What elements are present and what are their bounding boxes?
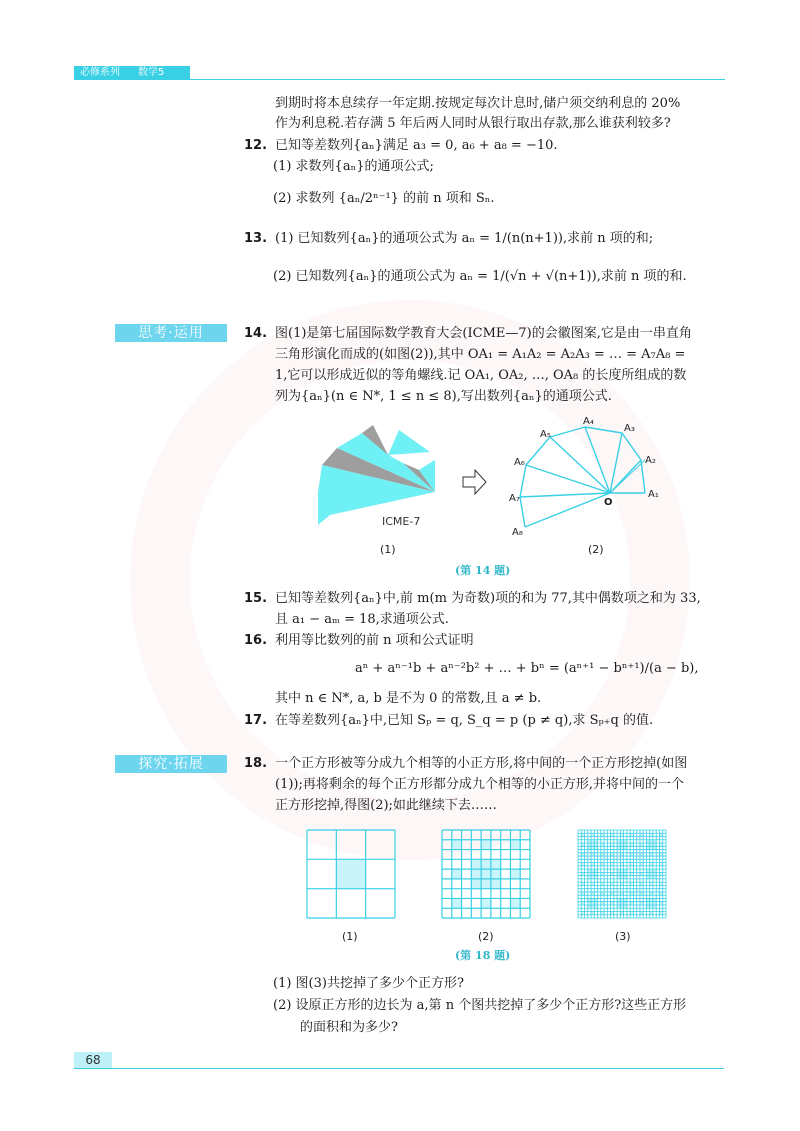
fig18-caption: (第 18 题) (455, 949, 511, 962)
removed-square (640, 892, 643, 895)
removed-square (601, 843, 604, 846)
problem-15-line-2: 且 a₁ − aₘ = 18,求通项公式. (275, 612, 449, 627)
removed-square (611, 872, 614, 875)
removed-square (591, 905, 594, 908)
removed-square (591, 892, 594, 895)
removed-square (653, 898, 656, 901)
removed-square (617, 843, 620, 846)
removed-square (630, 902, 633, 905)
removed-square (452, 840, 462, 850)
removed-square (594, 876, 597, 879)
removed-square (617, 872, 620, 875)
removed-square (650, 863, 653, 866)
label-A3: A₃ (624, 423, 635, 434)
removed-square (640, 843, 643, 846)
problem-13-part1: (1) 已知数列{aₙ}的通项公式为 aₙ = 1/(n(n+1)),求前 n 项的和; (275, 231, 654, 246)
removed-square (630, 882, 633, 885)
removed-square (591, 846, 594, 849)
removed-square (591, 853, 594, 856)
problem-14-number: 14. (244, 326, 268, 341)
problem-15-number: 15. (244, 591, 268, 606)
removed-square (650, 869, 653, 872)
removed-square (581, 853, 584, 856)
label-O: O (604, 497, 613, 508)
removed-square (594, 872, 597, 875)
problem-12-stem: 已知等差数列{aₙ}满足 a₃ = 0, a₆ + a₈ = −10. (275, 138, 558, 153)
removed-square (630, 843, 633, 846)
removed-square (591, 869, 594, 872)
removed-square (588, 905, 591, 908)
removed-square (646, 869, 649, 872)
removed-square (601, 902, 604, 905)
removed-square (630, 853, 633, 856)
removed-square (581, 882, 584, 885)
removed-square (640, 882, 643, 885)
removed-square (659, 902, 662, 905)
intro-line-1: 到期时将本息续存一年定期.按规定每次计息时,储户须交纳利息的 20% (275, 96, 681, 111)
removed-square (640, 911, 643, 914)
figure-18 (290, 825, 690, 945)
carpet-level-2 (442, 830, 530, 918)
removed-square (594, 902, 597, 905)
removed-square (620, 863, 623, 866)
removed-square (650, 840, 653, 843)
removed-square (588, 872, 591, 875)
problem-13-part2: (2) 已知数列{aₙ}的通项公式为 aₙ = 1/(√n + √(n+1)),求前 n 项的和. (273, 269, 687, 284)
removed-square (653, 846, 656, 849)
removed-square (611, 882, 614, 885)
fig14-caption: (第 14 题) (455, 564, 511, 577)
removed-square (601, 911, 604, 914)
removed-square (659, 843, 662, 846)
removed-square (620, 898, 623, 901)
icme-logo (318, 425, 435, 525)
removed-square (620, 846, 623, 849)
header-series: 必修系列 (80, 67, 120, 78)
removed-square (630, 892, 633, 895)
removed-square (624, 840, 627, 843)
removed-square (620, 843, 623, 846)
removed-square (653, 902, 656, 905)
removed-square (581, 902, 584, 905)
removed-square (620, 840, 623, 843)
removed-square (510, 869, 520, 879)
tag-explore-extend: 探究·拓展 (115, 755, 227, 773)
removed-square (630, 911, 633, 914)
removed-square (588, 846, 591, 849)
removed-square (617, 876, 620, 879)
removed-square (591, 840, 594, 843)
removed-square (646, 898, 649, 901)
removed-square (646, 905, 649, 908)
carpet-level-3 (578, 830, 666, 918)
removed-square (491, 859, 501, 869)
removed-square (588, 869, 591, 872)
removed-square (650, 892, 653, 895)
removed-square (617, 869, 620, 872)
removed-square (624, 876, 627, 879)
removed-square (620, 876, 623, 879)
fig14-cap-1: (1) (380, 543, 396, 556)
removed-square (591, 911, 594, 914)
removed-square (650, 843, 653, 846)
removed-square (659, 863, 662, 866)
removed-square (601, 892, 604, 895)
removed-square (624, 905, 627, 908)
removed-square (650, 902, 653, 905)
removed-square (659, 833, 662, 836)
removed-square (611, 911, 614, 914)
removed-square (646, 876, 649, 879)
label-A4: A₄ (583, 416, 594, 427)
removed-square (650, 853, 653, 856)
fig18-cap-2: (2) (478, 930, 494, 943)
removed-square (624, 902, 627, 905)
removed-square (481, 859, 491, 869)
problem-14-line-3: 1,它可以形成近似的等角螺线.记 OA₁, OA₂, …, OA₈ 的长度所组成的数 (275, 368, 687, 383)
removed-square (588, 843, 591, 846)
removed-square (481, 898, 491, 908)
problem-18-q1: (1) 图(3)共挖掉了多少个正方形? (273, 976, 464, 991)
removed-square (650, 876, 653, 879)
header-book: 数学5 (138, 67, 165, 78)
label-A2: A₂ (645, 455, 656, 466)
removed-square (653, 840, 656, 843)
problem-14-line-1: 图(1)是第七届国际数学教育大会(ICME—7)的会徽图案,它是由一串直角 (275, 326, 692, 341)
removed-square (617, 905, 620, 908)
removed-square (620, 882, 623, 885)
tag-think-apply: 思考·运用 (115, 324, 227, 342)
label-A6: A₆ (514, 457, 525, 468)
removed-square (491, 879, 501, 889)
removed-square (471, 869, 481, 879)
removed-square (491, 869, 501, 879)
removed-square (588, 902, 591, 905)
removed-square (650, 846, 653, 849)
removed-square (581, 911, 584, 914)
removed-square (611, 863, 614, 866)
problem-16-condition: 其中 n ∈ N*, a, b 是不为 0 的常数,且 a ≠ b. (275, 691, 542, 706)
removed-square (588, 898, 591, 901)
label-A5: A₅ (540, 429, 551, 440)
removed-square (611, 843, 614, 846)
removed-square (630, 863, 633, 866)
removed-square (471, 859, 481, 869)
problem-18-line-2: (1));再将剩余的每个正方形都分成九个相等的小正方形,并将中间的一个 (275, 777, 684, 792)
problem-18-line-3: 正方形挖掉,得图(2);如此继续下去…… (275, 798, 497, 813)
problem-16-formula: aⁿ + aⁿ⁻¹b + aⁿ⁻²b² + … + bⁿ = (aⁿ⁺¹ − bⁿ⁺¹)/(a − b), (355, 661, 699, 676)
problem-12-number: 12. (244, 138, 268, 153)
header-rule (190, 79, 725, 80)
problem-14-line-4: 列为{aₙ}(n ∈ N*, 1 ≤ n ≤ 8),写出数列{aₙ}的通项公式. (275, 389, 612, 404)
removed-square (653, 905, 656, 908)
removed-square (452, 898, 462, 908)
removed-square (650, 898, 653, 901)
removed-square (471, 879, 481, 889)
removed-square (581, 872, 584, 875)
intro-line-2: 作为利息税.若存满 5 年后两人同时从银行取出存款,那么谁获利较多? (275, 116, 671, 131)
removed-square (591, 872, 594, 875)
label-A1: A₁ (648, 489, 659, 500)
removed-square (594, 843, 597, 846)
removed-square (659, 911, 662, 914)
problem-12-part2: (2) 求数列 {aₙ/2ⁿ⁻¹} 的前 n 项和 Sₙ. (273, 191, 495, 206)
removed-square (611, 833, 614, 836)
removed-square (588, 840, 591, 843)
removed-square (653, 869, 656, 872)
page-number: 68 (74, 1052, 112, 1069)
label-A8: A₈ (512, 527, 523, 538)
removed-square (620, 905, 623, 908)
removed-square (591, 902, 594, 905)
removed-square (624, 846, 627, 849)
removed-square (591, 863, 594, 866)
removed-square (640, 872, 643, 875)
removed-square (601, 872, 604, 875)
problem-15-line-1: 已知等差数列{aₙ}中,前 m(m 为奇数)项的和为 77,其中偶数项之和为 33, (275, 591, 701, 606)
problem-18-q2-line2: 的面积和为多少? (300, 1020, 398, 1035)
problem-16-number: 16. (244, 633, 268, 648)
problem-13-number: 13. (244, 231, 268, 246)
carpet-level-1 (307, 830, 395, 918)
removed-square (601, 863, 604, 866)
removed-square (481, 879, 491, 889)
removed-square (601, 833, 604, 836)
removed-square (653, 876, 656, 879)
removed-square (630, 872, 633, 875)
removed-square (624, 869, 627, 872)
label-A7: A₇ (509, 493, 520, 504)
removed-square (581, 843, 584, 846)
removed-square (594, 869, 597, 872)
removed-square (617, 840, 620, 843)
removed-square (640, 902, 643, 905)
removed-square (640, 853, 643, 856)
removed-square (650, 833, 653, 836)
removed-square (452, 869, 462, 879)
figure-14 (300, 415, 700, 575)
fig14-cap-2: (2) (588, 543, 604, 556)
removed-square (617, 846, 620, 849)
removed-square (591, 898, 594, 901)
removed-square (594, 846, 597, 849)
removed-square (653, 843, 656, 846)
removed-square (620, 853, 623, 856)
removed-square (591, 843, 594, 846)
removed-square (640, 863, 643, 866)
removed-square (617, 902, 620, 905)
problem-14-line-2: 三角形演化而成的(如图(2)),其中 OA₁ = A₁A₂ = A₂A₃ = … = A₇A₈ = (275, 347, 686, 362)
problem-17-number: 17. (244, 713, 268, 728)
problem-18-q2-line1: (2) 设原正方形的边长为 a,第 n 个图共挖掉了多少个正方形?这些正方形 (273, 998, 687, 1013)
arrow-icon (463, 470, 486, 494)
removed-square (653, 872, 656, 875)
spiral-diagram (520, 427, 645, 527)
removed-square (624, 843, 627, 846)
removed-square (510, 840, 520, 850)
removed-square (650, 905, 653, 908)
fig18-cap-3: (3) (615, 930, 631, 943)
removed-square (591, 882, 594, 885)
removed-square (646, 846, 649, 849)
removed-square (650, 872, 653, 875)
removed-square (620, 892, 623, 895)
removed-square (591, 876, 594, 879)
fig18-cap-1: (1) (342, 930, 358, 943)
removed-square (591, 833, 594, 836)
removed-square (646, 843, 649, 846)
removed-square (594, 898, 597, 901)
removed-square (581, 863, 584, 866)
removed-square (630, 833, 633, 836)
removed-square (624, 872, 627, 875)
removed-square (646, 872, 649, 875)
removed-square (611, 902, 614, 905)
removed-square (336, 859, 365, 888)
removed-square (650, 911, 653, 914)
removed-square (611, 853, 614, 856)
problem-18-number: 18. (244, 756, 268, 771)
removed-square (659, 853, 662, 856)
removed-square (659, 882, 662, 885)
removed-square (611, 892, 614, 895)
footer-rule (74, 1068, 724, 1069)
problem-18-line-1: 一个正方形被等分成九个相等的小正方形,将中间的一个正方形挖掉(如图 (275, 756, 688, 771)
removed-square (659, 872, 662, 875)
removed-square (640, 833, 643, 836)
problem-12-part1: (1) 求数列{aₙ}的通项公式; (273, 159, 434, 174)
removed-square (650, 882, 653, 885)
header-bar (74, 66, 190, 80)
problem-16-stem: 利用等比数列的前 n 项和公式证明 (275, 633, 474, 648)
removed-square (646, 840, 649, 843)
removed-square (588, 876, 591, 879)
removed-square (601, 853, 604, 856)
removed-square (594, 905, 597, 908)
removed-square (620, 902, 623, 905)
removed-square (481, 869, 491, 879)
removed-square (581, 833, 584, 836)
removed-square (581, 892, 584, 895)
removed-square (620, 833, 623, 836)
problem-17-stem: 在等差数列{aₙ}中,已知 Sₚ = q, S_q = p (p ≠ q),求 Sₚ₊q 的值. (275, 713, 654, 728)
removed-square (620, 869, 623, 872)
removed-square (620, 872, 623, 875)
removed-square (510, 898, 520, 908)
removed-square (617, 898, 620, 901)
logo-text: ICME-7 (382, 515, 421, 528)
removed-square (594, 840, 597, 843)
removed-square (659, 892, 662, 895)
removed-square (601, 882, 604, 885)
removed-square (624, 898, 627, 901)
removed-square (481, 840, 491, 850)
removed-square (620, 911, 623, 914)
removed-square (646, 902, 649, 905)
